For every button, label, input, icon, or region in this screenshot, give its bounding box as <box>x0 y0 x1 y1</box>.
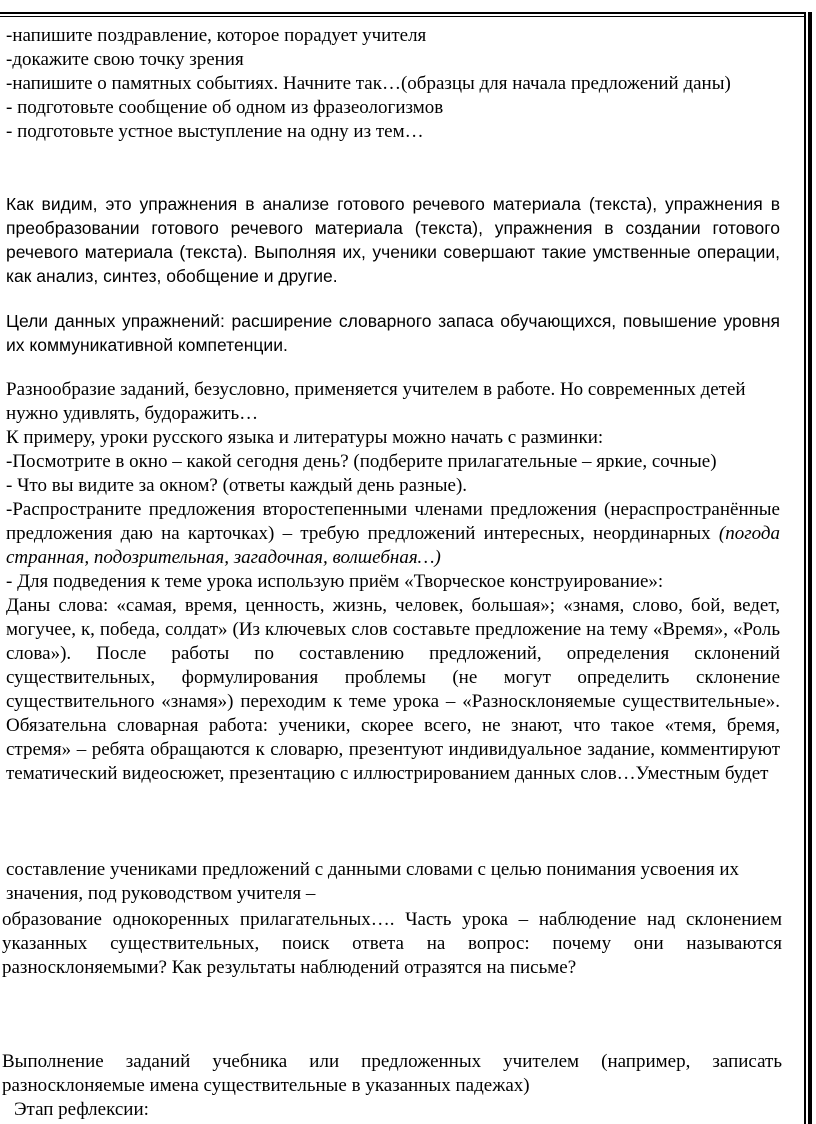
list-item: -напишите о памятных событиях. Начните так…(образцы для начала предложений даны) <box>6 73 731 94</box>
page-border-right <box>808 12 812 1124</box>
paragraph-as-seen: Как видим, это упражнения в анализе готового речевого материала (текста), упражнения в преобразовании готового речевого материала (текста), упражнения в создании готового речевого материала (текста). Выполняя их, ученики совершают такие умственные операции, как анализ, синтез, обобщение и другие. <box>6 194 780 286</box>
question-extend-examples: (погода странная, подозрительная, загадочная, волшебная…) <box>6 523 780 568</box>
page-border-right-inner <box>804 12 806 1124</box>
main-body <box>6 378 780 786</box>
question-extend-text: -Распространите предложения второстепенными членами предложения (нераспространённые предложения даю на карточках) – требую предложений интересных, неординарных <box>6 499 780 544</box>
paragraph-intro: - Для подведения к теме урока использую приём «Творческое конструирование»: <box>6 571 664 592</box>
page-border-top <box>0 12 806 14</box>
paragraph-formation: образование однокоренных прилагательных…. Часть урока – наблюдение над склонением указанных существительных, поиск ответа на вопрос: почему они называются разносклоняемыми? Как результаты наблюдений отразятся на письме? <box>2 909 782 978</box>
paragraph-compose: составление учениками предложений с данными словами с целью понимания усвоения их значения, под руководством учителя – <box>6 859 739 904</box>
paragraph-words: Даны слова: «самая, время, ценность, жизнь, человек, большая»; «знамя, слово, бой, ведет, могучее, к, победа, солдат» (Из ключевых слов составьте предложение на тему «Время», «Роль слова»). После работы по составлению предложений, определения склонений существительных, формулирования проблемы (не могут определить склонение существительного «знамя») переходим к теме урока – «Разносклоняемые существительные». Обязательна словарная работа: ученики, скорее всего, не знают, что такое «темя, бремя, стремя» – ребята обращаются к словарю, презентуют индивидуальное задание, комментируют тематический видеосюжет, презентацию с иллюстрированием данных слов…Уместным будет <box>6 595 780 784</box>
paragraph-tasks: Выполнение заданий учебника или предложенных учителем (например, записать разносклоняемые имена существительные в указанных падежах) <box>2 1051 782 1096</box>
page-border-top-inner <box>0 16 806 17</box>
paragraph-variety: Разнообразие заданий, безусловно, применяется учителем в работе. Но современных детей нужно удивлять, будоражить… <box>6 379 746 424</box>
exercise-list <box>6 24 780 144</box>
question-see: - Что вы видите за окном? (ответы каждый день разные). <box>6 475 468 496</box>
paragraph-reflection: Этап рефлексии: <box>14 1099 149 1120</box>
list-item: - подготовьте сообщение об одном из фразеологизмов <box>6 97 444 118</box>
paragraph-goals: Цели данных упражнений: расширение словарного запаса обучающихся, повышение уровня их коммуникативной компетенции. <box>6 311 780 355</box>
question-extend <box>6 498 780 570</box>
list-item: - подготовьте устное выступление на одну из тем… <box>6 121 424 142</box>
question-window: -Посмотрите в окно – какой сегодня день? (подберите прилагательные – яркие, сочные) <box>6 451 717 472</box>
list-item: -напишите поздравление, которое порадует учителя <box>6 25 427 46</box>
list-item: -докажите свою точку зрения <box>6 49 244 70</box>
paragraph-example: К примеру, уроки русского языка и литературы можно начать с разминки: <box>6 427 604 448</box>
